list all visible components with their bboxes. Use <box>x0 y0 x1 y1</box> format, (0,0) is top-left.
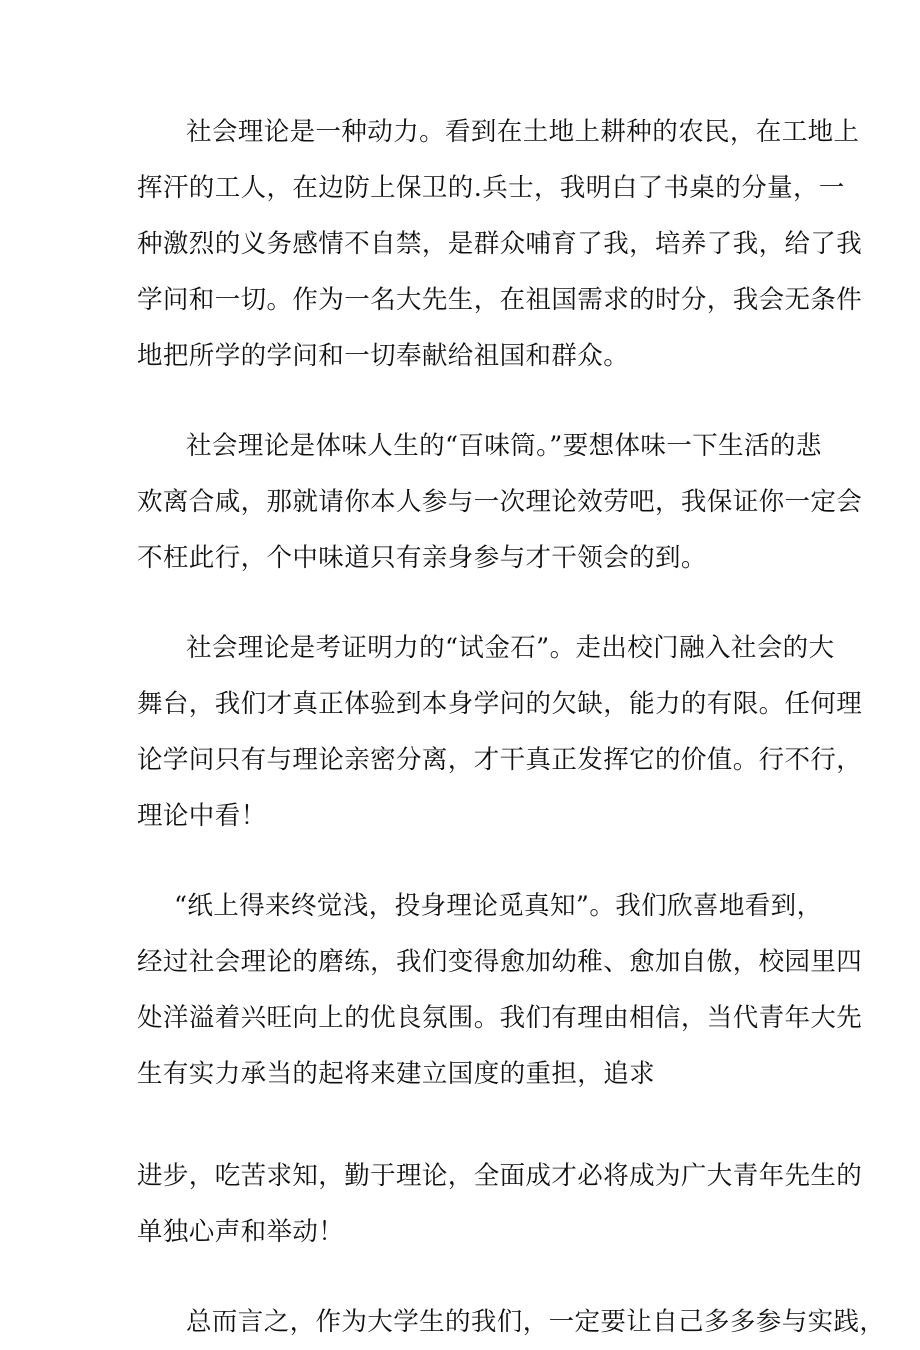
paragraph-3-line-3: 论学问只有与理论亲密分离，才干真正发挥它的价值。行不行， <box>137 745 863 775</box>
paragraph-3-line-4: 理论中看！ <box>137 801 267 831</box>
paragraph-2-line-1: 社会理论是体味人生的“百味筒。”要想体味一下生活的悲 <box>186 431 822 461</box>
paragraph-1-line-2: 挥汗的工人，在边防上保卫的.兵士，我明白了书桌的分量，一 <box>137 173 845 203</box>
paragraph-2-line-3: 不枉此行，个中味道只有亲身参与才干领会的到。 <box>137 543 707 573</box>
paragraph-1-line-5: 地把所学的学问和一切奉献给祖国和群众。 <box>137 341 630 371</box>
paragraph-1-line-3: 种激烈的义务感情不自禁，是群众哺育了我，培养了我，给了我 <box>137 229 863 259</box>
paragraph-4-line-3: 处洋溢着兴旺向上的优良氛围。我们有理由相信，当代青年大先 <box>137 1003 863 1033</box>
paragraph-5-line-1: 进步，吃苦求知，勤于理论，全面成才必将成为广大青年先生的 <box>137 1161 863 1191</box>
paragraph-3-line-1: 社会理论是考证明力的“试金石”。走出校门融入社会的大 <box>186 633 835 663</box>
paragraph-2-line-2: 欢离合咸，那就请你本人参与一次理论效劳吧，我保证你一定会 <box>137 487 863 517</box>
paragraph-6-line-1: 总而言之，作为大学生的我们，一定要让自己多多参与实践， <box>186 1307 886 1337</box>
paragraph-5-line-2: 单独心声和举动！ <box>137 1217 345 1247</box>
paragraph-1-line-4: 学问和一切。作为一名大先生，在祖国需求的时分，我会无条件 <box>137 285 863 315</box>
paragraph-1-line-1: 社会理论是一种动力。看到在土地上耕种的农民，在工地上 <box>186 117 860 147</box>
paragraph-4-line-1: “纸上得来终觉浅，投身理论觅真知”。我们欣喜地看到， <box>174 891 823 921</box>
paragraph-3-line-2: 舞台，我们才真正体验到本身学问的欠缺，能力的有限。任何理 <box>137 689 863 719</box>
paragraph-4-line-4: 生有实力承当的起将来建立国度的重担，追求 <box>137 1059 656 1089</box>
paragraph-4-line-2: 经过社会理论的磨练，我们变得愈加幼稚、愈加自傲，校园里四 <box>137 947 863 977</box>
